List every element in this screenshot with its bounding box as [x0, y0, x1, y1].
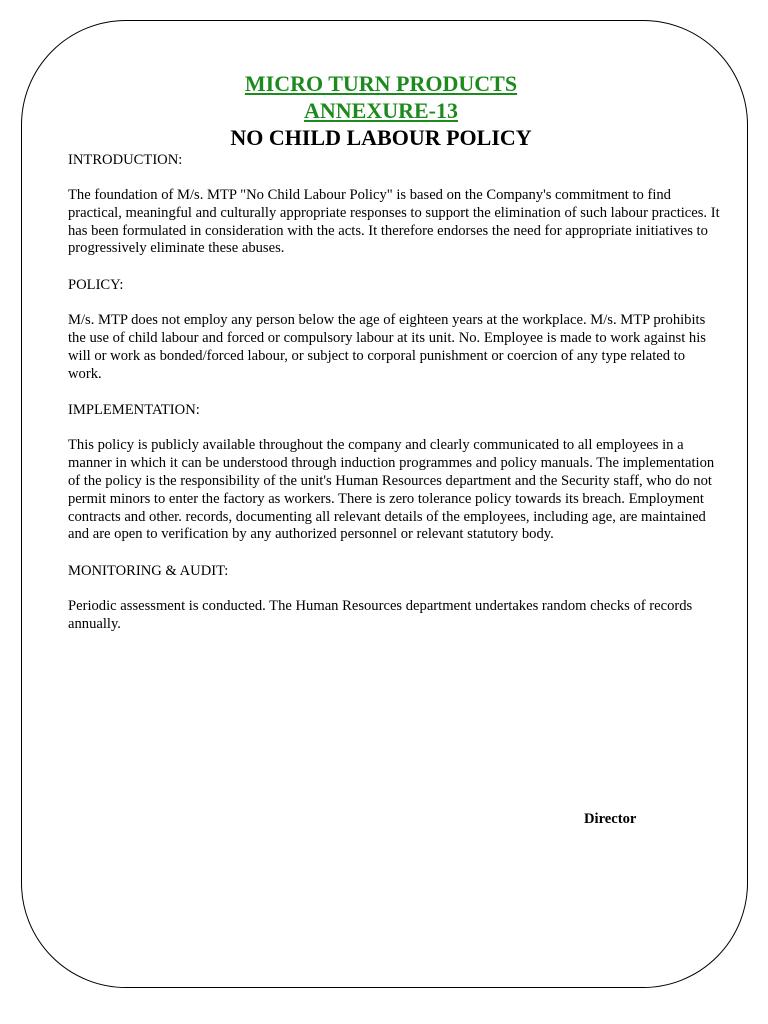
monitoring-heading: MONITORING & AUDIT: — [68, 563, 229, 580]
introduction-text: The foundation of M/s. MTP "No Child Labour Policy" is based on the Company's commitment to find practical, meaningful and culturally appropriate responses to support the elimination of such labour practices. It has been formulated in consideration with the acts. It therefore endorses the need for appropriate initiatives to progressively eliminate these abuses. — [68, 187, 720, 257]
policy-heading: POLICY: — [68, 277, 124, 294]
signature-director: Director — [584, 811, 637, 827]
document-body — [68, 70, 720, 634]
company-name: MICRO TURN PRODUCTS — [244, 71, 518, 96]
policy-text: M/s. MTP does not employ any person below the age of eighteen years at the workplace. M/s. MTP prohibits the use of child labour and forced or compulsory labour at its unit. No. Employee is made to work against his will or work as bonded/forced labour, or subject to corporal punishment or coercion of any type related to work. — [68, 312, 706, 382]
policy-title: NO CHILD LABOUR POLICY — [230, 125, 532, 150]
title-block — [42, 70, 720, 151]
monitoring-text: Periodic assessment is conducted. The Human Resources department undertakes random checks of records annually. — [68, 598, 693, 632]
introduction-heading: INTRODUCTION: — [68, 152, 183, 168]
implementation-heading: IMPLEMENTATION: — [68, 402, 200, 419]
implementation-text: This policy is publicly available throughout the company and clearly communicated to all employees in a manner in which it can be understood through induction programmes and policy manuals. The implementation of the policy is the responsibility of the unit's Human Resources department and the Security staff, who do not permit minors to enter the factory as workers. There is zero tolerance policy towards its breach. Employment contracts and other. records, documenting all relevant details of the employees, including age, are maintained and are open to verification by any authorized personnel or relevant statutory body. — [68, 437, 715, 543]
annexure-label: ANNEXURE-13 — [304, 98, 458, 123]
